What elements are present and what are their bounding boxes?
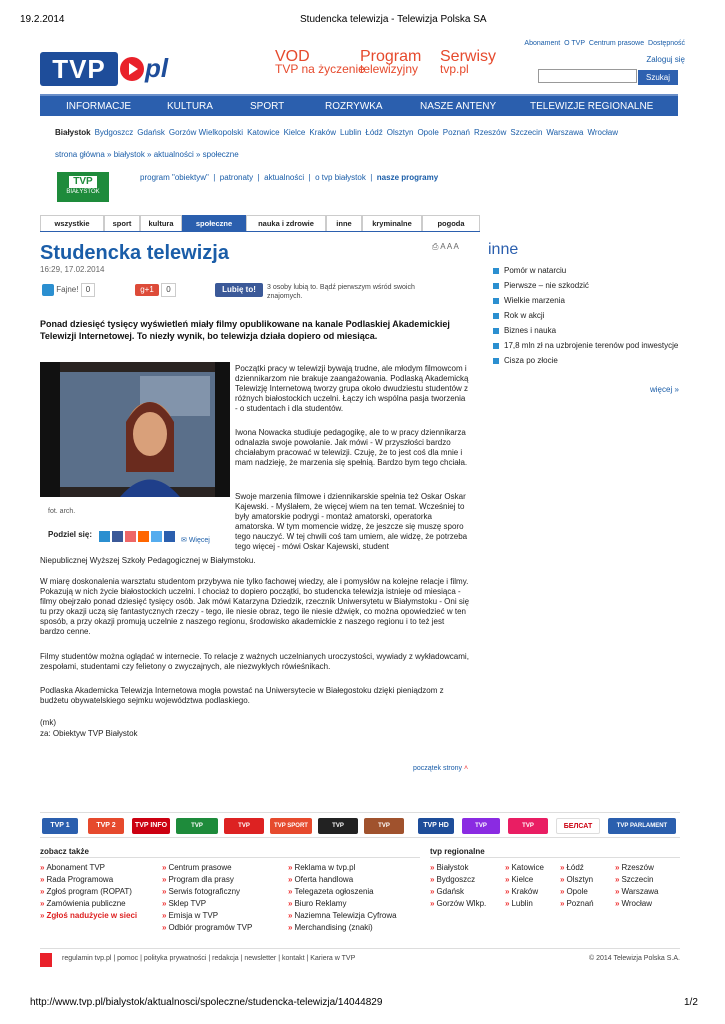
blip-icon[interactable] (125, 531, 136, 542)
city-link[interactable]: Kielce (283, 128, 306, 137)
footer-col-1 (40, 862, 137, 922)
photo-caption: fot. arch. (48, 508, 76, 515)
city-link[interactable]: Rzeszów (473, 128, 507, 137)
footer-link[interactable] (505, 898, 544, 910)
article-date: 16:29, 17.02.2014 (40, 265, 105, 274)
city-link[interactable]: Katowice (247, 128, 280, 137)
arrow-icon: » (560, 863, 565, 872)
sidebar-header: inne (488, 241, 519, 258)
footer-reg-2 (505, 862, 544, 910)
arrow-icon: » (430, 863, 435, 872)
share-label: Podziel się: (48, 530, 93, 539)
arrow-icon: » (430, 899, 435, 908)
gplus-icon: g+1 (135, 284, 159, 296)
channel-bar (40, 812, 680, 845)
regional-nav-programy[interactable]: nasze programy (376, 173, 439, 182)
promo-program[interactable] (360, 50, 421, 82)
city-link[interactable]: Szczecin (510, 128, 543, 137)
promo-title: Program (360, 48, 422, 65)
tab-wszystkie[interactable]: wszystkie (40, 215, 104, 231)
tab-sport[interactable]: sport (104, 215, 140, 231)
footer-link[interactable] (40, 862, 137, 874)
top-link-o-tvp[interactable]: O TVP (564, 40, 585, 47)
signature-author: (mk) (40, 718, 56, 727)
arrow-icon: » (615, 887, 620, 896)
arrow-icon: » (288, 887, 293, 896)
footer-link-label: Kraków (511, 887, 539, 896)
see-also-header: zobacz także (40, 847, 89, 856)
footer-link[interactable] (162, 874, 252, 886)
paragraph-4: W miarę doskonalenia warsztatu studentom przybywa nie tylko fachowej wiedzy, ale i pomysłów na kolejne relacje i filmy. Pokazują w nich życie białostockich uczelni. I chociaż to dopiero początki, bo studencka telewizja istnieje od miesiąca - filmy obejrzało ponad dziesięć tysięcy osób. Jak mówi Katarzyna Dziedzik, rzecznik Uniwersytetu w Białymstoku - Oni się tu przy okazji uczą się fantastycznych rzeczy - tego, ile niesie obraz, tego ile niesie dźwięk, co można opowiedzieć w ten sposób, a przy okazji promują uczelnie z naszego regionu, środowisko akademickie z naszego regionu i to też jest bardzo cenne. (40, 577, 470, 636)
promo-vod[interactable] (275, 50, 365, 82)
footer-link-label: Centrum prasowe (168, 863, 232, 872)
print-url: http://www.tvp.pl/bialystok/aktualnosci/spoleczne/studencka-telewizja/14044829 (30, 997, 383, 1008)
paragraph-5: Filmy studentów można oglądać w internecie. To relacje z ważnych uczelnianych uroczystości, wywiady z wykładowcami, zespołami, studentami czy felietony o zwyczajnych, ale niezwykłych rówieśnikach. (40, 652, 469, 671)
pl-logo-text: pl (145, 53, 169, 83)
channel-sport[interactable]: TVP SPORT (270, 818, 312, 834)
sidebar-more[interactable]: więcej » (650, 385, 679, 394)
footer-link[interactable] (430, 874, 486, 886)
arrow-icon: » (560, 899, 565, 908)
footer-reg-4 (615, 862, 659, 910)
nav-nasze-anteny[interactable]: NASZE ANTENY (420, 101, 497, 112)
paragraph-6: Podlaska Akademicka Telewizja Internetowa mogła powstać na Uniwersytecie w Białegostoku dzięki pieniądzom z budżetu obywatelskiego sejmku województwa podlaskiego. (40, 686, 444, 705)
channel-historia[interactable]: TVP HISTORIA (364, 818, 404, 834)
share-more[interactable] (181, 537, 210, 544)
footer-link[interactable] (615, 874, 659, 886)
sidebar-list (490, 266, 680, 371)
regional-nav: program "obiektyw" | patronaty | aktualności | o tvp białystok | nasze programy (140, 173, 439, 182)
tab-pogoda[interactable]: pogoda (422, 215, 480, 231)
nav-sport[interactable]: SPORT (250, 101, 285, 112)
arrow-icon: » (505, 887, 510, 896)
gplus-widget[interactable] (135, 283, 176, 297)
signature-source: za: Obiektyw TVP Białystok (40, 729, 138, 738)
wykop-icon[interactable] (138, 531, 149, 542)
nk-icon (42, 284, 54, 296)
channel-tvp1[interactable]: TVP 1 (42, 818, 78, 834)
regional-logo-tvp: TVP (69, 176, 97, 188)
footer-link-label: Odbiór programów TVP (168, 923, 253, 932)
footer-divider (430, 857, 680, 858)
footer-link[interactable] (505, 874, 544, 886)
footer-link-label: Wrocław (621, 899, 652, 908)
tab-nauka[interactable]: nauka i zdrowie (246, 215, 326, 231)
footer-link[interactable] (288, 886, 397, 898)
promo-sub: tvp.pl (440, 62, 469, 76)
nav-informacje[interactable]: INFORMACJE (66, 101, 131, 112)
footer-link[interactable] (560, 874, 594, 886)
arrow-icon: » (162, 911, 167, 920)
city-link[interactable]: Gdańsk (137, 128, 165, 137)
footer-link[interactable] (615, 886, 659, 898)
city-link[interactable]: Kraków (309, 128, 337, 137)
footer-link-label: Łódź (566, 863, 584, 872)
nav-rozrywka[interactable]: ROZRYWKA (325, 101, 383, 112)
footer-link-label: Kielce (511, 875, 534, 884)
paragraph-2: Iwona Nowacka studiuje pedagogikę, ale to w pracy dziennikarza odnalazła swoje powołanie. Jak mówi - W przyszłości bardzo chciałabym pracować w telewizji. Czuję, że to jest coś dla mnie i mam nadzieję, że marzenia się spełnią. Bardzo bym tego chciała. (235, 428, 468, 467)
arrow-icon: » (505, 863, 510, 872)
promo-title: Serwisy (440, 48, 497, 65)
footer-link-label: Zgłoś nadużycie w sieci (46, 911, 138, 920)
footer-link[interactable] (162, 922, 252, 934)
top-link-abonament[interactable]: Abonament (524, 40, 561, 47)
footer-link-label: Gdańsk (436, 887, 465, 896)
channel-belsat[interactable]: БЕЛСАТ (556, 818, 600, 834)
tvp-bialystok-logo[interactable] (57, 172, 109, 202)
channel-tvp2[interactable]: TVP 2 (88, 818, 124, 834)
bottom-links[interactable]: regulamin tvp.pl | pomoc | polityka prywatności | redakcja | newsletter | kontakt | Kariera w TVP (62, 955, 356, 962)
arrow-icon: » (162, 875, 167, 884)
regional-nav-patronaty[interactable]: patronaty (219, 173, 254, 182)
footer-link-report-abuse[interactable] (40, 910, 137, 922)
copyright: © 2014 Telewizja Polska S.A. (588, 955, 680, 962)
mail-icon: ✉ (181, 537, 187, 544)
gplus-count: 0 (161, 283, 175, 297)
tab-inne[interactable]: inne (326, 215, 362, 231)
city-link[interactable]: Poznań (442, 128, 470, 137)
tvp-logo-text: TVP (40, 52, 118, 86)
back-to-top-label: początek strony (413, 765, 463, 772)
channel-hd[interactable]: TVP HD (418, 818, 454, 834)
bottom-bar (40, 948, 680, 970)
channel-tvpinfo[interactable]: TVP INFO (132, 818, 170, 834)
arrow-icon: » (288, 875, 293, 884)
regional-nav-aktualnosci[interactable]: aktualności (264, 173, 305, 182)
promo-serwisy[interactable] (440, 50, 496, 82)
city-link[interactable]: Wrocław (587, 128, 618, 137)
footer-link[interactable] (430, 898, 486, 910)
font-size-tools[interactable]: A A A (440, 242, 459, 251)
article-tools (432, 242, 459, 252)
twitter-icon[interactable] (151, 531, 162, 542)
arrow-icon: » (288, 923, 293, 932)
sidebar-item[interactable]: Pomór w natarciu (490, 266, 680, 276)
footer-link[interactable] (162, 886, 252, 898)
article-photo (40, 362, 230, 497)
search-input[interactable] (538, 69, 637, 83)
channel-parlament[interactable]: TVP PARLAMENT (608, 818, 676, 834)
promo-title: VOD (275, 48, 310, 65)
arrow-icon: » (288, 863, 293, 872)
footer-link[interactable] (560, 862, 594, 874)
footer-link-label: Oferta handlowa (294, 875, 354, 884)
promo-sub: telewizyjny (360, 62, 419, 76)
arrow-icon: » (288, 899, 293, 908)
footer-link-label: Reklama w tvp.pl (294, 863, 356, 872)
tvp-logo[interactable] (40, 52, 169, 86)
top-link-centrum[interactable]: Centrum prasowe (588, 40, 645, 47)
sidebar-item[interactable]: Wielkie marzenia (490, 296, 680, 306)
arrow-icon: » (288, 911, 293, 920)
city-bialystok[interactable]: Białystok (55, 128, 91, 137)
arrow-icon: » (40, 911, 45, 920)
arrow-icon: » (430, 887, 435, 896)
footer-reg-1 (430, 862, 486, 910)
footer-link-label: Telegazeta ogłoszenia (294, 887, 374, 896)
tvp-small-logo-icon (40, 953, 52, 967)
arrow-icon: » (615, 875, 620, 884)
sidebar-item[interactable]: Pierwsze – nie szkodzić (490, 281, 680, 291)
sidebar-item[interactable]: Rok w akcji (490, 311, 680, 321)
login-link[interactable]: Zaloguj się (646, 55, 685, 64)
channel-rozrywka[interactable]: TVP ROZRYWKA (508, 818, 548, 834)
arrow-icon: » (40, 863, 45, 872)
footer-link-label: Katowice (511, 863, 544, 872)
print-page: 1/2 (684, 997, 698, 1008)
city-link[interactable]: Gorzów Wielkopolski (168, 128, 244, 137)
footer-link-label: Warszawa (621, 887, 659, 896)
channel-kultura[interactable]: TVP KULTURA (318, 818, 358, 834)
footer-link[interactable] (40, 898, 137, 910)
breadcrumb[interactable]: strona główna » białystok » aktualności » społeczne (55, 150, 239, 159)
footer-link[interactable] (615, 862, 659, 874)
city-link[interactable]: Opole (417, 128, 439, 137)
play-icon (120, 57, 144, 81)
top-links (524, 40, 685, 47)
arrow-icon: » (162, 863, 167, 872)
paragraph-1: Początki pracy w telewizji bywają trudne, ale młodym filmowcom i dziennikarzom nie brakuje zaangażowania. Podlaską Akademicką Telewizję Internetową tworzy grupa około dwudziestu studentów z różnych białostockich uczelni. Łączy ich wspólna pasja tworzenia - o studentach i dla studentów. (235, 364, 469, 413)
sidebar-item[interactable]: Biznes i nauka (490, 326, 680, 336)
search-button[interactable]: Szukaj (638, 70, 678, 85)
article-title: Studencka telewizja (40, 242, 229, 264)
footer-link-label: Zamówienia publiczne (46, 899, 126, 908)
footer-link-label: Zgłoś program (ROPAT) (46, 887, 132, 896)
nav-kultura[interactable]: KULTURA (167, 101, 213, 112)
arrow-icon: » (162, 899, 167, 908)
like-label: Fajne! (56, 285, 79, 294)
arrow-icon: » (162, 887, 167, 896)
arrow-icon: » (615, 899, 620, 908)
arrow-icon: » (560, 875, 565, 884)
footer-link-label: Serwis fotograficzny (168, 887, 241, 896)
footer-link[interactable] (288, 898, 397, 910)
footer-link[interactable] (430, 862, 486, 874)
tab-kryminalne[interactable]: kryminalne (362, 215, 422, 231)
fb-like-text: 3 osoby lubią to. Bądź pierwszym wśród swoich znajomych. (267, 284, 415, 300)
footer-link[interactable] (288, 922, 397, 934)
nav-telewizje-regionalne[interactable]: TELEWIZJE REGIONALNE (530, 101, 654, 112)
photo-illustration (40, 362, 230, 497)
footer-link-label: Emisja w TVP (168, 911, 219, 920)
footer-link-label: Poznań (566, 899, 594, 908)
print-title: Studencka telewizja - Telewizja Polska SA (300, 14, 487, 25)
tab-kultura[interactable]: kultura (140, 215, 182, 231)
arrow-icon: » (430, 875, 435, 884)
sidebar-item[interactable]: 17,8 mln zł na uzbrojenie terenów pod inwestycje (490, 341, 680, 351)
footer-link[interactable] (505, 886, 544, 898)
top-link-dostepnosc[interactable]: Dostępność (648, 40, 685, 47)
city-links (55, 128, 622, 137)
footer-link-label: Białystok (436, 863, 469, 872)
footer-link[interactable] (430, 886, 486, 898)
footer-reg-3 (560, 862, 594, 910)
footer-link[interactable] (162, 910, 252, 922)
arrow-icon: » (505, 875, 510, 884)
city-link[interactable]: Warszawa (546, 128, 584, 137)
footer-link[interactable] (288, 862, 397, 874)
arrow-icon: » (560, 887, 565, 896)
footer-link[interactable] (162, 862, 252, 874)
fb-like-button[interactable]: Lubię to! (215, 283, 263, 297)
city-link[interactable]: Olsztyn (386, 128, 414, 137)
channel-seriale[interactable]: TVP SERIALE (462, 818, 500, 834)
city-link[interactable]: Lublin (340, 128, 362, 137)
arrow-icon: » (40, 899, 45, 908)
paragraph-3: Swoje marzenia filmowe i dziennikarskie spełnia też Oskar Oskar Kajewski. - Myślałem, że więcej wiem na ten temat. Wcześniej to były amatorskie podrygi - montaż amatorski, operatorka amatorska. W tym momencie widzę, że jeszcze się muszę sporo tego nauczyć. W tej chwili coś tam umiem, ale widzę, że potrzeba tego więcej - mówi Oskar Kajewski, student (235, 492, 468, 551)
footer-link[interactable] (288, 910, 397, 922)
promo-sub: TVP na życzenie (275, 62, 365, 76)
regional-footer-header: tvp regionalne (430, 847, 485, 856)
share-more-label: Więcej (188, 537, 210, 544)
footer-link-label: Rzeszów (621, 863, 654, 872)
delicious-icon[interactable] (164, 531, 175, 542)
city-link[interactable]: Bydgoszcz (94, 128, 134, 137)
arrow-icon: » (40, 887, 45, 896)
footer-link-label: Biuro Reklamy (294, 899, 347, 908)
like-widget[interactable] (42, 283, 95, 297)
sidebar-item[interactable]: Cisza po złocie (490, 356, 680, 366)
share-icons (99, 529, 210, 544)
footer-link[interactable] (40, 874, 137, 886)
main-nav (40, 94, 678, 116)
footer-link-label: Program dla prasy (168, 875, 234, 884)
arrow-icon: » (505, 899, 510, 908)
footer-link[interactable] (560, 886, 594, 898)
facebook-icon[interactable] (112, 531, 123, 542)
footer-col-3 (288, 862, 397, 934)
footer-link-label: Gorzów Wlkp. (436, 899, 487, 908)
channel-polonia[interactable]: TVP POLONIA (224, 818, 264, 834)
paragraph-3-cont: Niepublicznej Wyższej Szkoły Pedagogicznej w Białymstoku. (40, 556, 256, 565)
footer-link-label: Olsztyn (566, 875, 594, 884)
footer-link[interactable] (615, 898, 659, 910)
regional-nav-obiektyw[interactable]: program "obiektyw" (140, 173, 209, 182)
arrow-icon: » (40, 875, 45, 884)
city-link[interactable]: Łódź (365, 128, 383, 137)
back-to-top-link[interactable] (413, 765, 468, 772)
footer-link-label: Abonament TVP (46, 863, 106, 872)
footer-col-2 (162, 862, 252, 934)
channel-regionalna[interactable]: TVP REGIONALNA (176, 818, 218, 834)
print-icon[interactable]: ⎙ (432, 242, 439, 251)
footer-link[interactable] (505, 862, 544, 874)
footer-link-label: Rada Programowa (46, 875, 114, 884)
footer-link-label: Sklep TVP (168, 899, 207, 908)
footer-link[interactable] (162, 898, 252, 910)
footer-link-label: Bydgoszcz (436, 875, 476, 884)
article-lede: Ponad dziesięć tysięcy wyświetleń miały filmy opublikowane na kanale Podlaskiej Akademickiej Telewizji Internetowej. To niezły wynik, bo telewizja działa dopiero od miesiąca. (40, 319, 450, 341)
regional-logo-name: BIAŁYSTOK (66, 189, 100, 195)
nk-share-icon[interactable] (99, 531, 110, 542)
arrow-icon: » (162, 923, 167, 932)
footer-link-label: Lublin (511, 899, 533, 908)
category-tabs (40, 215, 480, 232)
promo-bar (270, 50, 500, 82)
arrow-up-icon: ˄ (463, 765, 469, 772)
footer-link[interactable] (40, 886, 137, 898)
like-count: 0 (81, 283, 95, 297)
regional-nav-o-tvp[interactable]: o tvp białystok (315, 173, 366, 182)
footer-link[interactable] (288, 874, 397, 886)
footer-link-label: Szczecin (621, 875, 654, 884)
arrow-icon: » (615, 863, 620, 872)
tab-spoleczne[interactable]: społeczne (182, 215, 246, 231)
footer-divider (40, 857, 420, 858)
footer-link[interactable] (560, 898, 594, 910)
footer-link-label: Naziemna Telewizja Cyfrowa (294, 911, 397, 920)
footer-link-label: Merchandising (znaki) (294, 923, 373, 932)
print-date: 19.2.2014 (20, 14, 65, 25)
footer-link-label: Opole (566, 887, 588, 896)
